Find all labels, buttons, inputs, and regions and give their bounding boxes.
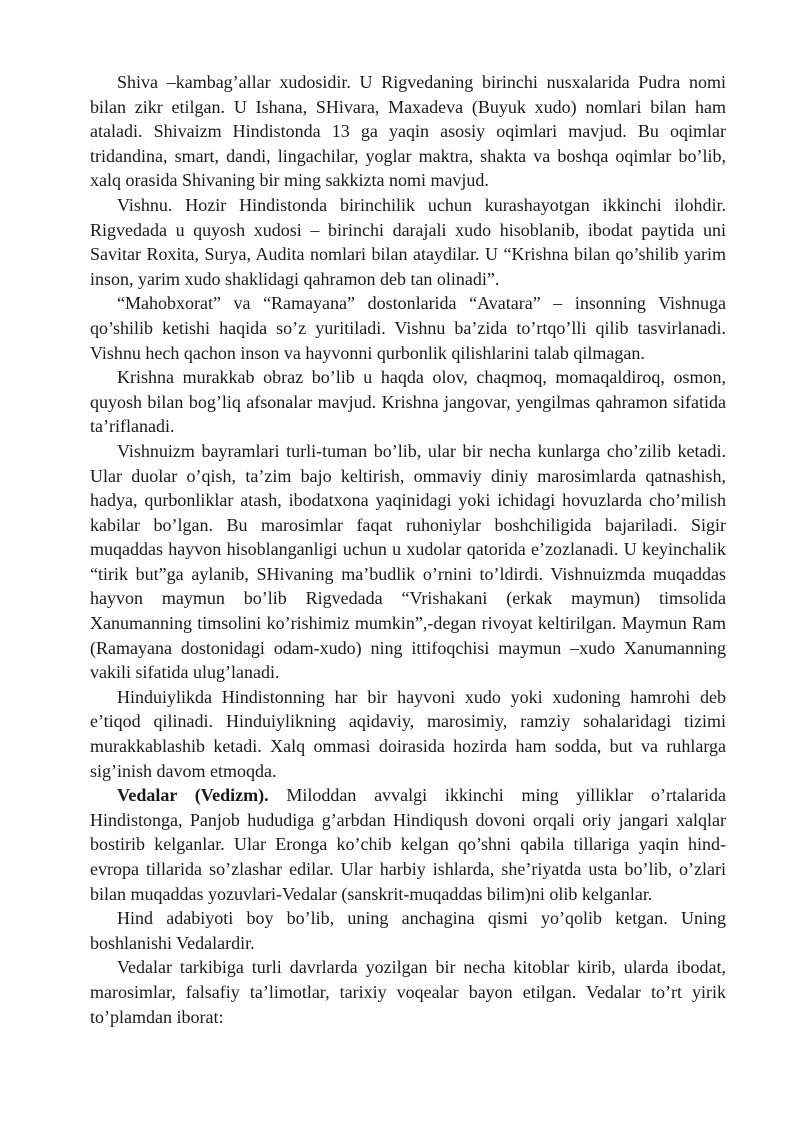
paragraph-text: Vishnuizm bayramlari turli-tuman bo’lib, ular bir necha kunlarga cho’zilib ketadi. Ular duolar o’qish, ta’zim bajo keltirish, ommaviy diniy marosimlarda qatnashish, hadya, qurbonliklar atash, ibodatxona yaqinidagi yoki ichidagi hovuzlarda cho’milish kabilar bo’lgan. Bu marosimlar faqat ruhoniylar boshchiligida bajariladi. Sigir muqaddas hayvon hisoblanganligi uchun u xudolar qatorida e’zozlanadi. U keyinchalik “tirik but”ga aylanib, SHivaning ma’budlik o’rnini to’ldirdi. Vishnuizmda muqaddas hayvon maymun bo’lib Rigvedada “Vrishakani (erkak maymun) timsolida Xanumanning timsolini ko’rishimiz mumkin”,-degan rivoyat keltirilgan. Maymun Ram (Ramayana dostonidagi odam-xudo) ning ittifoqchisi maymun –xudo Xanumanning vakili sifatida ulug’lanadi.: [90, 440, 726, 683]
paragraph-text: Shiva –kambag’allar xudosidir. U Rigvedaning birinchi nusxalarida Pudra nomi bilan zikr etilgan. U Ishana, SHivara, Maxadeva (Buyuk xudo) nomlari bilan ham ataladi. Shivaizm Hindistonda 13 ga yaqin asosiy oqimlari mavjud. Bu oqimlar tridandina, smart, dandi, lingachilar, yoglar maktra, shakta va boshqa oqimlar bo’lib, xalq orasida Shivaning bir ming sakkizta nomi mavjud.: [90, 72, 726, 191]
paragraph-text: Miloddan avvalgi ikkinchi ming yilliklar o’rtalarida Hindistonga, Panjob hududiga g’arbdan Hindiqush dovoni orqali oriy jangari xalqlar bostirib kelganlar. Ular Eronga ko’chib kelgan qo’shni qabila tillariga yaqin hind-evropa tillarida so’zlashar edilar. Ular harbiy ishlarda, she’riyatda usta bo’lib, o’zlari bilan muqaddas yozuvlari-Vedalar (sanskrit-muqaddas bilim)ni olib kelganlar.: [90, 785, 726, 904]
paragraph-hind-literature: [90, 906, 726, 955]
paragraph-text: Vishnu. Hozir Hindistonda birinchilik uchun kurashayotgan ikkinchi ilohdir. Rigvedada u quyosh xudosi – birinchi darajali xudo hisoblanib, ibodat paytida uni Savitar Roxita, Surya, Audita nomlari bilan ataydilar. U “Krishna bilan qo’shilib yarim inson, yarim xudo shaklidagi qahramon deb tan olinadi”.: [90, 194, 726, 289]
paragraph-vedas-contents: [90, 955, 726, 1029]
paragraph-text: Hind adabiyoti boy bo’lib, uning anchagina qismi yo’qolib ketgan. Uning boshlanishi Vedalardir.: [90, 908, 726, 953]
paragraph-avatara: [90, 291, 726, 365]
paragraph-text: Krishna murakkab obraz bo’lib u haqda olov, chaqmoq, momaqaldiroq, osmon, quyosh bilan bog’liq afsonalar mavjud. Krishna jangovar, yengilmas qahramon sifatida ta’riflanadi.: [90, 367, 726, 437]
paragraph-vedas-intro: [90, 783, 726, 906]
document-page: [90, 70, 726, 1029]
paragraph-shiva: [90, 70, 726, 193]
paragraph-text: Hinduiylikda Hindistonning har bir hayvoni xudo yoki xudoning hamrohi deb e’tiqod qilinadi. Hinduiylikning aqidaviy, marosimiy, ramziy sohalaridagi tizimi murakkablashib ketadi. Xalq ommasi doirasida hozirda ham sodda, but va ruhlarga sig’inish davom etmoqda.: [90, 686, 726, 781]
paragraph-text: Vedalar tarkibiga turli davrlarda yozilgan bir necha kitoblar kirib, ularda ibodat, marosimlar, falsafiy ta’limotlar, tarixiy voqealar bayon etilgan. Vedalar to’rt yirik to’plamdan iborat:: [90, 957, 726, 1027]
paragraph-vishnuizm-festivals: [90, 439, 726, 685]
section-heading: Vedalar (Vedizm).: [117, 785, 269, 806]
paragraph-vishnu: [90, 193, 726, 291]
paragraph-text: “Mahobxorat” va “Ramayana” dostonlarida “Avatara” – insonning Vishnuga qo’shilib ketishi haqida so’z yuritiladi. Vishnu ba’zida to’rtqo’lli qilib tasvirlanadi. Vishnu hech qachon inson va hayvonni qurbonlik qilishlarini talab qilmagan.: [90, 293, 726, 363]
paragraph-hinduism-animals: [90, 685, 726, 783]
paragraph-krishna: [90, 365, 726, 439]
